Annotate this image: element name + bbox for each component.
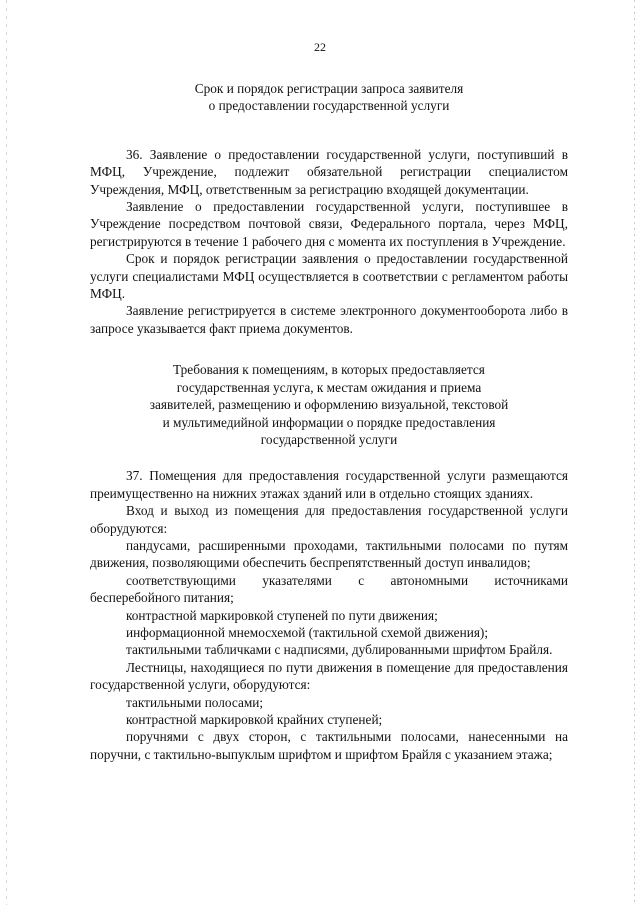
scan-edge-right [634,0,635,905]
heading-line: государственная услуга, к местам ожидания и приема [176,379,482,395]
heading-line: о предоставлении государственной услуги [208,98,450,114]
paragraph: Заявление о предоставлении государственной услуги, поступившее в Учреждение посредством почтовой связи, Федерального портала, через МФЦ, регистрируются в течение 1 рабочего дня с момента их поступления в Учреждение. [90,199,568,249]
section-registration-text [90,146,568,337]
paragraph: Лестницы, находящиеся по пути движения в помещение для предоставления государственной услуги, оборудуются: [90,659,568,693]
heading-line: Требования к помещениям, в которых предоставляется [173,362,485,378]
list-item: пандусами, расширенными проходами, тактильными полосами по путям движения, позволяющими обеспечить беспрепятственный доступ инвалидов; [90,537,568,571]
list-item: контрастной маркировкой ступеней по пути движения; [126,607,438,623]
paragraph: 36. Заявление о предоставлении государственной услуги, поступивший в МФЦ, Учреждение, подлежит обязательной регистрации специалистом Учреждения, МФЦ, ответственным за регистрацию входящей документации. [90,146,568,197]
paragraph: Заявление регистрируется в системе электронного документооборота либо в запросе указывается факт приема документов. [90,303,568,336]
paragraph: Вход и выход из помещения для предоставления государственной услуги оборудуются: [90,503,568,536]
document-body [90,80,568,763]
heading-line: заявителей, размещению и оформлению визуальной, текстовой [149,397,509,413]
paragraph: Срок и порядок регистрации заявления о предоставлении государственной услуги специалистами МФЦ осуществляется в соответствии с регламентом работы МФЦ. [90,251,568,302]
section-heading-registration [90,80,568,115]
list-item: информационной мнемосхемой (тактильной схемой движения); [126,624,489,640]
paragraph: 37. Помещения для предоставления государственной услуги размещаются преимущественно на нижних этажах зданий или в отдельно стоящих зданиях. [90,468,568,501]
section-premises-text [90,467,568,763]
scan-edge-left [6,0,7,905]
list-item: тактильными табличками с надписями, дублированными шрифтом Брайля. [126,642,553,658]
list-item: соответствующими указателями с автономными источниками бесперебойного питания; [90,572,568,606]
heading-line: Срок и порядок регистрации запроса заявителя [194,81,464,96]
heading-line: государственной услуги [260,431,398,447]
list-item: тактильными полосами; [126,694,264,710]
section-heading-premises [90,361,568,448]
list-item: поручнями с двух сторон, с тактильными полосами, нанесенными на поручни, с тактильно-выпуклым шрифтом и шрифтом Брайля с указанием этажа; [90,729,568,762]
list-item: контрастной маркировкой крайних ступеней; [126,712,383,727]
page-number: 22 [314,40,326,54]
heading-line: и мультимедийной информации о порядке предоставления [162,414,496,430]
